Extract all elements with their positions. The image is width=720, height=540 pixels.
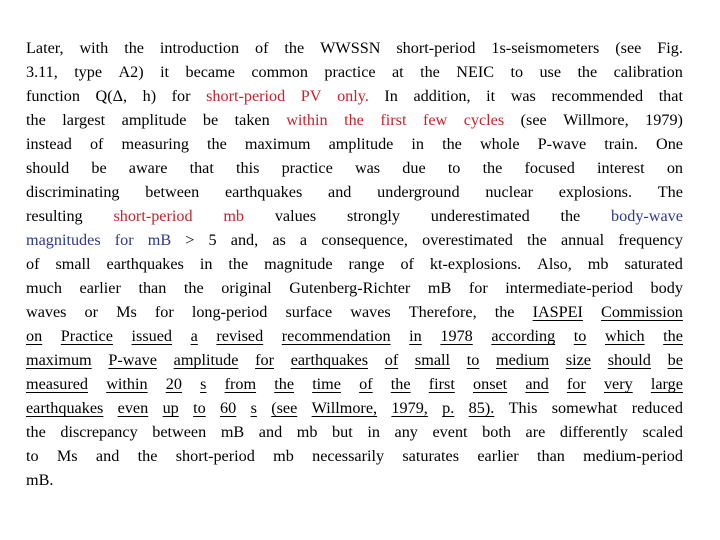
word: largest (62, 111, 106, 129)
word: in (411, 135, 425, 153)
word: In (384, 87, 398, 105)
word: was (510, 87, 536, 105)
text-line (26, 420, 683, 444)
word: few (422, 111, 448, 129)
word: Therefore, (408, 303, 477, 321)
word: necessarily (312, 447, 385, 465)
word: train. (604, 135, 638, 153)
word: earthquakes (106, 255, 184, 273)
word: use (539, 63, 562, 81)
word: for (171, 87, 191, 105)
word: medium-period (583, 447, 683, 465)
word: discrepancy (60, 423, 138, 441)
word: the (137, 447, 158, 465)
text-line (26, 180, 683, 204)
word: earlier (79, 279, 121, 297)
word: of (26, 255, 40, 273)
text-line (26, 228, 683, 252)
word: s (250, 399, 257, 417)
word: The (657, 183, 683, 201)
word: it (486, 87, 496, 105)
word: only. (337, 87, 369, 105)
word: of (255, 39, 269, 57)
word: P-wave (108, 351, 157, 369)
word: This (508, 399, 538, 417)
word: of (400, 255, 414, 273)
word: of (89, 135, 104, 153)
word: earthquakes (224, 183, 303, 201)
word: maximum (244, 135, 311, 153)
word: according (491, 327, 556, 345)
word: the (494, 303, 515, 321)
word: amplitude (328, 135, 394, 153)
text-line (26, 60, 683, 84)
word: much (26, 279, 62, 297)
word: reduced (631, 399, 683, 417)
word: than (138, 279, 167, 297)
text-line (26, 468, 683, 492)
word: up (162, 399, 179, 417)
word: s (200, 375, 207, 393)
word: (see (520, 111, 547, 129)
word: A2) (118, 63, 144, 81)
word: size (565, 351, 591, 369)
word: between (145, 183, 200, 201)
word: be (667, 351, 683, 369)
word: this (236, 159, 260, 177)
word: magnitude (264, 255, 333, 273)
word: IASPEI (532, 303, 583, 321)
word: waves (26, 303, 67, 321)
word: Q(Δ, (95, 87, 128, 105)
word: nuclear (485, 183, 533, 201)
word: focused (524, 159, 575, 177)
word: values (274, 207, 317, 225)
word: strongly (346, 207, 401, 225)
word: 85). (468, 399, 495, 417)
word: maximum (26, 351, 92, 369)
word: Gutenberg-Richter (289, 279, 411, 297)
word: Later, (26, 39, 64, 57)
word: taken (234, 111, 270, 129)
word: the (26, 111, 46, 129)
word: in (409, 327, 422, 345)
word: the (124, 39, 144, 57)
word: recommended (551, 87, 644, 105)
text-line (26, 108, 683, 132)
word: but (332, 423, 353, 441)
text-line (26, 372, 683, 396)
word: cycles (463, 111, 505, 129)
word: to (447, 159, 461, 177)
word: introduction (159, 39, 240, 57)
word: saturates (402, 447, 460, 465)
word: in (199, 255, 213, 273)
word: to (466, 351, 480, 369)
word: aware (128, 159, 168, 177)
word: Willmore, (563, 111, 629, 129)
word: explosions. (558, 183, 633, 201)
text-line (26, 276, 683, 300)
word: mB (427, 279, 452, 297)
word: > (185, 231, 195, 249)
text-line (26, 444, 683, 468)
word: the (390, 375, 411, 393)
word: 1979) (645, 111, 683, 129)
word: consequence, (321, 231, 408, 249)
word: the (420, 63, 440, 81)
word: annual (560, 231, 605, 249)
word: p. (442, 399, 455, 417)
word: was (354, 159, 381, 177)
word: for (154, 303, 174, 321)
word: should (607, 351, 651, 369)
word: which (605, 327, 645, 345)
word: Ms (116, 303, 137, 321)
word: of (384, 351, 399, 369)
word: short-period (206, 87, 286, 105)
word: large (650, 375, 683, 393)
word: recommendation (281, 327, 391, 345)
document-paragraph (26, 36, 683, 492)
word: NEIC (456, 63, 495, 81)
word: mb (273, 447, 294, 465)
word: within (106, 375, 148, 393)
word: to (573, 327, 587, 345)
word: resulting (26, 207, 83, 225)
word: whole (479, 135, 520, 153)
word: practice (281, 159, 333, 177)
word: the (274, 375, 295, 393)
word: earthquakes (290, 351, 368, 369)
word: Also, (537, 255, 572, 273)
word: kt-explosions. (429, 255, 522, 273)
word: mb (296, 423, 318, 441)
word: the (482, 159, 503, 177)
word: Ms (56, 447, 78, 465)
word: first (428, 375, 455, 393)
word: 1978 (440, 327, 473, 345)
word: of (359, 375, 373, 393)
word: first (380, 111, 407, 129)
text-line (26, 252, 683, 276)
word: the (284, 39, 305, 57)
word: with (79, 39, 109, 57)
word: the (442, 135, 462, 153)
word: differently (559, 423, 628, 441)
word: even (117, 399, 149, 417)
word: should (26, 159, 70, 177)
word: 1979, (391, 399, 428, 417)
word: discriminating (26, 183, 120, 201)
word: instead (26, 135, 72, 153)
word: the (26, 423, 46, 441)
text-line (26, 324, 683, 348)
word: medium (496, 351, 550, 369)
word: (see (615, 39, 642, 57)
word: P-wave (537, 135, 587, 153)
word: for (566, 375, 586, 393)
word: 60 (220, 399, 237, 417)
word: both (482, 423, 511, 441)
word: from (224, 375, 257, 393)
word: overestimated (422, 231, 513, 249)
word: scaled (642, 423, 683, 441)
word: a (299, 231, 308, 249)
word: as (272, 231, 286, 249)
word: PV (300, 87, 322, 105)
word: to (193, 399, 206, 417)
text-line (26, 396, 683, 420)
word: mB (147, 231, 172, 249)
word: measured (26, 375, 89, 393)
word: the (577, 63, 598, 81)
word: to (510, 63, 524, 81)
word: are (525, 423, 546, 441)
word: time (312, 375, 341, 393)
word: on (666, 159, 683, 177)
word: and (328, 183, 352, 201)
word: for (255, 351, 274, 369)
word: within (286, 111, 328, 129)
word: (see (271, 399, 298, 417)
word: amplitude (173, 351, 239, 369)
word: underground (377, 183, 460, 201)
word: onset (473, 375, 508, 393)
word: be (91, 159, 107, 177)
word: practice (324, 63, 376, 81)
word: intermediate-period (505, 279, 633, 297)
word: between (152, 423, 207, 441)
word: for (114, 231, 134, 249)
word: or (84, 303, 99, 321)
word: mB. (26, 471, 54, 489)
text-line (26, 348, 683, 372)
word: short-period (175, 447, 255, 465)
text-line (26, 156, 683, 180)
word: common (251, 63, 308, 81)
word: event (432, 423, 468, 441)
word: short-period (113, 207, 193, 225)
text-line (26, 204, 683, 228)
word: on (26, 327, 43, 345)
word: 5 (208, 231, 217, 249)
word: saturated (624, 255, 683, 273)
word: function (26, 87, 80, 105)
word: WWSSN (320, 39, 381, 57)
word: mB (220, 423, 245, 441)
text-line (26, 36, 683, 60)
word: issued (131, 327, 173, 345)
word: became (185, 63, 235, 81)
word: and, (230, 231, 259, 249)
word: One (656, 135, 683, 153)
word: it (160, 63, 170, 81)
text-line (26, 84, 683, 108)
word: very (603, 375, 633, 393)
word: surface (285, 303, 333, 321)
word: be (202, 111, 219, 129)
word: body-wave (611, 207, 683, 225)
word: long-period (191, 303, 268, 321)
word: and (258, 423, 283, 441)
word: the (344, 111, 364, 129)
word: Practice (60, 327, 113, 345)
word: 3.11, (26, 63, 58, 81)
word: range (348, 255, 385, 273)
word: that (189, 159, 214, 177)
word: at (392, 63, 404, 81)
word: Fig. (657, 39, 683, 57)
word: somewhat (551, 399, 618, 417)
word: 20 (165, 375, 182, 393)
word: due (402, 159, 426, 177)
word: frequency (618, 231, 683, 249)
word: mb (223, 207, 245, 225)
text-line (26, 132, 683, 156)
word: for (468, 279, 488, 297)
word: any (394, 423, 418, 441)
text-line (26, 300, 683, 324)
word: the (183, 279, 204, 297)
word: small (55, 255, 91, 273)
word: small (414, 351, 450, 369)
word: type (74, 63, 103, 81)
word: waves (350, 303, 391, 321)
word: Willmore, (311, 399, 378, 417)
word: mb (587, 255, 609, 273)
word: to (26, 447, 39, 465)
word: the (527, 231, 547, 249)
word: body (650, 279, 683, 297)
word: short-period (396, 39, 476, 57)
word: addition, (413, 87, 471, 105)
word: interest (597, 159, 645, 177)
word: that (658, 87, 683, 105)
word: Commission (601, 303, 683, 321)
word: original (221, 279, 272, 297)
word: a (190, 327, 198, 345)
word: magnitudes (26, 231, 101, 249)
word: the (228, 255, 249, 273)
word: in (367, 423, 380, 441)
word: earthquakes (26, 399, 104, 417)
word: the (207, 135, 227, 153)
word: than (536, 447, 565, 465)
word: revised (216, 327, 264, 345)
word: h) (142, 87, 157, 105)
word: calibration (613, 63, 683, 81)
word: measuring (121, 135, 189, 153)
word: underestimated (430, 207, 530, 225)
word: the (560, 207, 581, 225)
word: 1s-seismometers (491, 39, 600, 57)
word: and (525, 375, 549, 393)
word: earlier (477, 447, 519, 465)
word: amplitude (121, 111, 187, 129)
word: and (95, 447, 120, 465)
word: the (663, 327, 683, 345)
